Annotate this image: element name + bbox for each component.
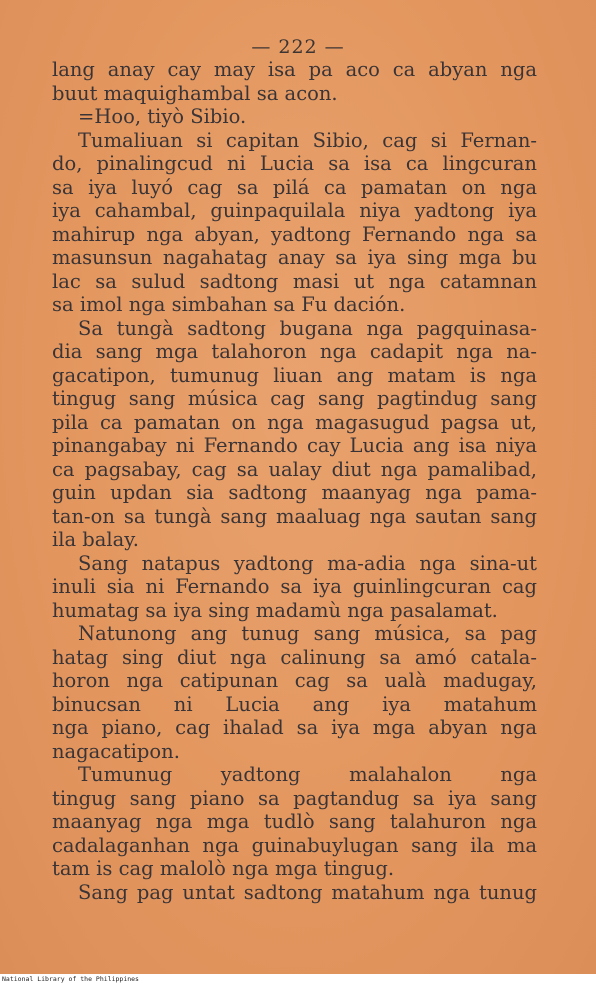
text-line: sa iya luyó cag sa pilá ca pamatan on nga <box>52 175 537 199</box>
text-line: ca pagsabay, cag sa ualay diut nga pamalibad, <box>52 457 537 481</box>
text-line: sa imol nga simbahan sa Fu dación. <box>52 293 406 316</box>
text-line: humatag sa iya sing madamù nga pasalamat. <box>52 598 498 622</box>
text-line: mahirup nga abyan, yadtong Fernando nga sa <box>52 222 537 246</box>
library-credit: National Library of the Philippines <box>2 975 139 983</box>
text-line: lac sa sulud sadtong masi ut nga catamnan <box>52 269 537 293</box>
text-line: iya cahambal, guinpaquilala niya yadtong iya <box>52 199 537 222</box>
text-line: tam is cag malolò nga mga tingug. <box>52 857 395 880</box>
body-text <box>52 58 537 904</box>
text-line: pila ca pamatan on nga magasugud pagsa ut, <box>52 410 537 434</box>
text-line: ila balay. <box>52 528 139 551</box>
text-line: Tumunug yadtong malahalon nga <box>78 763 537 786</box>
text-line: hatag sing diut nga calinung sa amó catala- <box>52 645 537 669</box>
text-line: lang anay cay may isa pa aco ca abyan nga <box>52 58 537 81</box>
text-line: tan-on sa tungà sang maaluag nga sautan sang <box>52 504 537 528</box>
text-line: masunsun nagahatag anay sa iya sing mga bu <box>52 246 537 269</box>
text-line: tingug sang música cag sang pagtindug sang <box>52 387 537 410</box>
text-line: Natunong ang tunug sang música, sa pag <box>78 622 537 645</box>
text-line: guin updan sia sadtong maanyag nga pama- <box>52 481 537 504</box>
text-line: inuli sia ni Fernando sa iya guinlingcuran cag <box>52 575 537 598</box>
text-line: nga piano, cag ihalad sa iya mga abyan nga <box>52 716 537 739</box>
text-line: Tumaliuan si capitan Sibio, cag si Fernan- <box>78 128 537 152</box>
text-line: maanyag nga mga tudlò sang talahuron nga <box>52 810 537 833</box>
text-line: cadalaganhan nga guinabuylugan sang ila ma <box>52 833 537 857</box>
text-line: tingug sang piano sa pagtandug sa iya sang <box>52 786 537 810</box>
text-line: =Hoo, tiyò Sibio. <box>78 105 247 128</box>
text-line: dia sang mga talahoron nga cadapit nga na- <box>52 340 537 363</box>
page-number: — 222 — <box>251 36 345 58</box>
text-line: gacatipon, tumunug liuan ang matam is nga <box>52 363 537 387</box>
text-line: Sa tungà sadtong bugana nga pagquinasa- <box>78 316 537 340</box>
text-line: Sang pag untat sadtong matahum nga tunug <box>78 880 537 904</box>
text-line: nagacatipon. <box>52 739 180 763</box>
text-line: horon nga catipunan cag sa ualà madugay, <box>52 669 537 692</box>
text-line: pinangabay ni Fernando cay Lucia ang isa niya <box>52 434 537 457</box>
text-line: Sang natapus yadtong ma-adia nga sina-ut <box>78 551 537 575</box>
text-line: buut maquighambal sa acon. <box>52 81 338 105</box>
text-line: do, pinalingcud ni Lucia sa isa ca lingcuran <box>52 152 537 175</box>
text-line: binucsan ni Lucia ang iya matahum <box>52 692 537 716</box>
